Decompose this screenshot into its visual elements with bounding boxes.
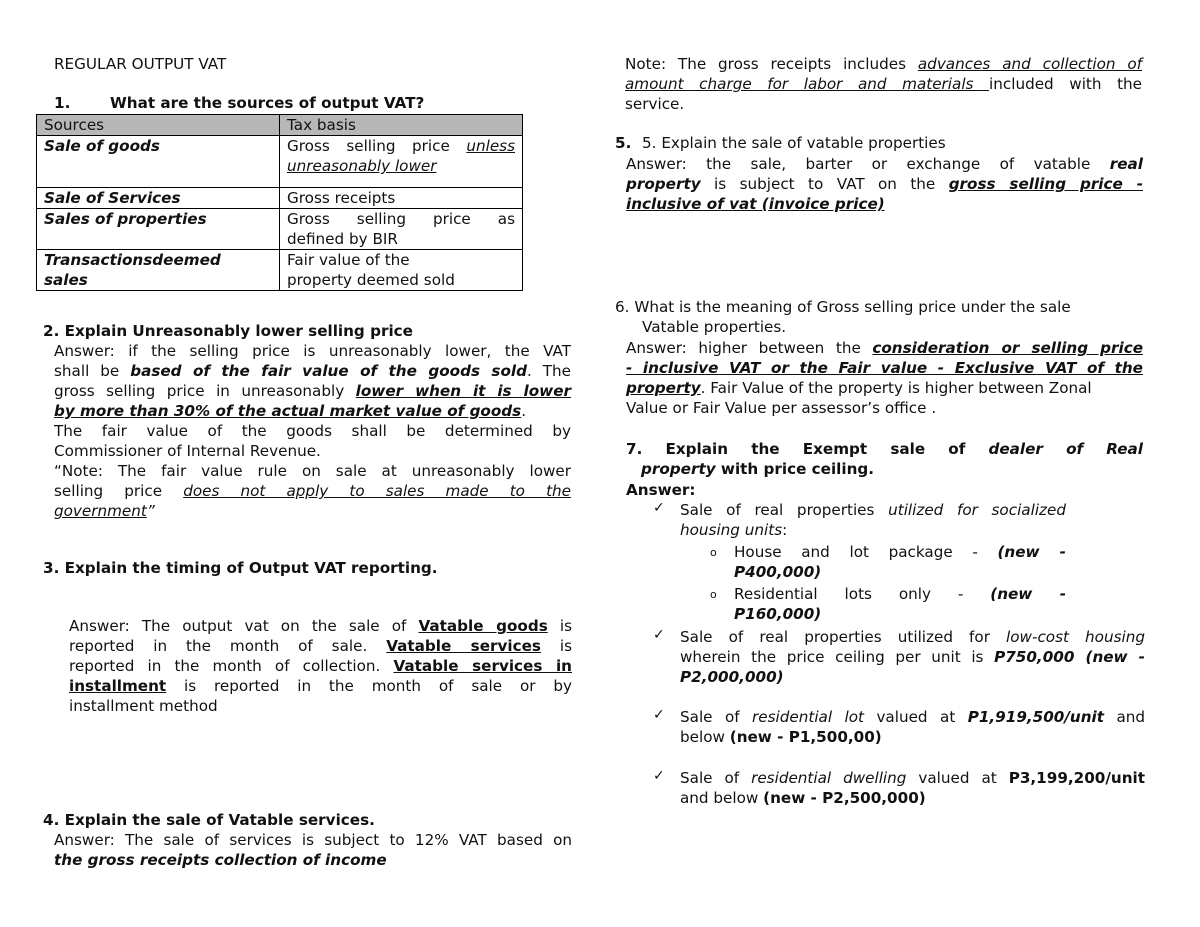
q5-heading: 5. 5. Explain the sale of vatable properties bbox=[615, 134, 946, 152]
q6-answer: Answer: higher between the consideration or selling price - inclusive VAT or the Fair value - Exclusive VAT of the property. Fair Value of the property is higher between Zonal Value or Fair Value per assessor’s office . bbox=[626, 339, 1143, 417]
page-title: REGULAR OUTPUT VAT bbox=[54, 55, 227, 73]
q2-answer: Answer: if the selling price is unreasonably lower, the VAT shall be based of the fair value of the goods sold. The gross selling price in unreasonably lower when it is lower by more than 30% of the actual market value of goods. The fair value of the goods shall be determined by Commissioner of Internal Revenue. “Note: The fair value rule on sale at unreasonably lower selling price does not apply to sales made to the government” bbox=[54, 342, 571, 520]
q4-heading: 4. Explain the sale of Vatable services. bbox=[43, 811, 375, 829]
q3-heading: 3. Explain the timing of Output VAT reporting. bbox=[43, 559, 438, 577]
q3-answer: Answer: The output vat on the sale of Vatable goods is reported in the month of sale. Vatable services is reported in the month of collection. Vatable services in installment is reported in the month of sale or by installment method bbox=[69, 617, 573, 715]
q7-heading: 7. Explain the Exempt sale of dealer of Real property with price ceiling. bbox=[626, 440, 1143, 478]
q5-answer: Answer: the sale, barter or exchange of vatable real property is subject to VAT on the gross selling price - inclusive of vat (invoice price) bbox=[626, 155, 1143, 213]
table-cell-source: Sales of properties bbox=[37, 209, 280, 250]
table-header-cell: Tax basis bbox=[280, 115, 523, 136]
table-cell-basis: Fair value of the property deemed sold bbox=[280, 250, 523, 291]
check-icon: ✓ bbox=[653, 627, 665, 643]
exempt-subitem-house-lot: House and lot package - (new - P400,000) bbox=[734, 543, 1066, 581]
gross-receipts-note: Note: The gross receipts includes advances and collection of amount charge for labor and materials included with the service. bbox=[625, 55, 1142, 113]
table-header-row bbox=[37, 115, 523, 136]
table-row bbox=[37, 188, 523, 209]
table-row bbox=[37, 209, 523, 250]
exempt-item-socialized: Sale of real properties utilized for socialized housing units: bbox=[680, 501, 1066, 539]
q7-answer-label: Answer: bbox=[626, 481, 696, 499]
table-cell-source: Sale of goods bbox=[37, 136, 280, 188]
exempt-item-low-cost: Sale of real properties utilized for low-cost housing wherein the price ceiling per unit is P750,000 (new - P2,000,000) bbox=[680, 628, 1145, 686]
table-cell-basis: Gross selling price as defined by BIR bbox=[280, 209, 523, 250]
check-icon: ✓ bbox=[653, 768, 665, 784]
q4-answer: Answer: The sale of services is subject to 12% VAT based on the gross receipts collection of income bbox=[54, 831, 572, 869]
exempt-subitem-residential-lots: Residential lots only - (new - P160,000) bbox=[734, 585, 1066, 623]
exempt-item-residential-dwelling: Sale of residential dwelling valued at P3,199,200/unit and below (new - P2,500,000) bbox=[680, 769, 1145, 807]
table-cell-source: Transactionsdeemed sales bbox=[37, 250, 280, 291]
table-row bbox=[37, 250, 523, 291]
check-icon: ✓ bbox=[653, 707, 665, 723]
bullet-icon: o bbox=[710, 546, 717, 559]
q1-heading: 1. What are the sources of output VAT? bbox=[54, 94, 425, 112]
q2-heading: 2. Explain Unreasonably lower selling price bbox=[43, 322, 413, 340]
q6-heading: 6. What is the meaning of Gross selling price under the sale Vatable properties. bbox=[615, 298, 1071, 336]
output-vat-sources-table bbox=[36, 114, 523, 291]
exempt-item-residential-lot: Sale of residential lot valued at P1,919,500/unit and below (new - P1,500,00) bbox=[680, 708, 1146, 746]
bullet-icon: o bbox=[710, 588, 717, 601]
table-cell-basis: Gross receipts bbox=[280, 188, 523, 209]
check-icon: ✓ bbox=[653, 500, 665, 516]
table-cell-basis: Gross selling price unless unreasonably lower bbox=[280, 136, 523, 188]
table-row bbox=[37, 136, 523, 188]
table-header-cell: Sources bbox=[37, 115, 280, 136]
table-cell-source: Sale of Services bbox=[37, 188, 280, 209]
